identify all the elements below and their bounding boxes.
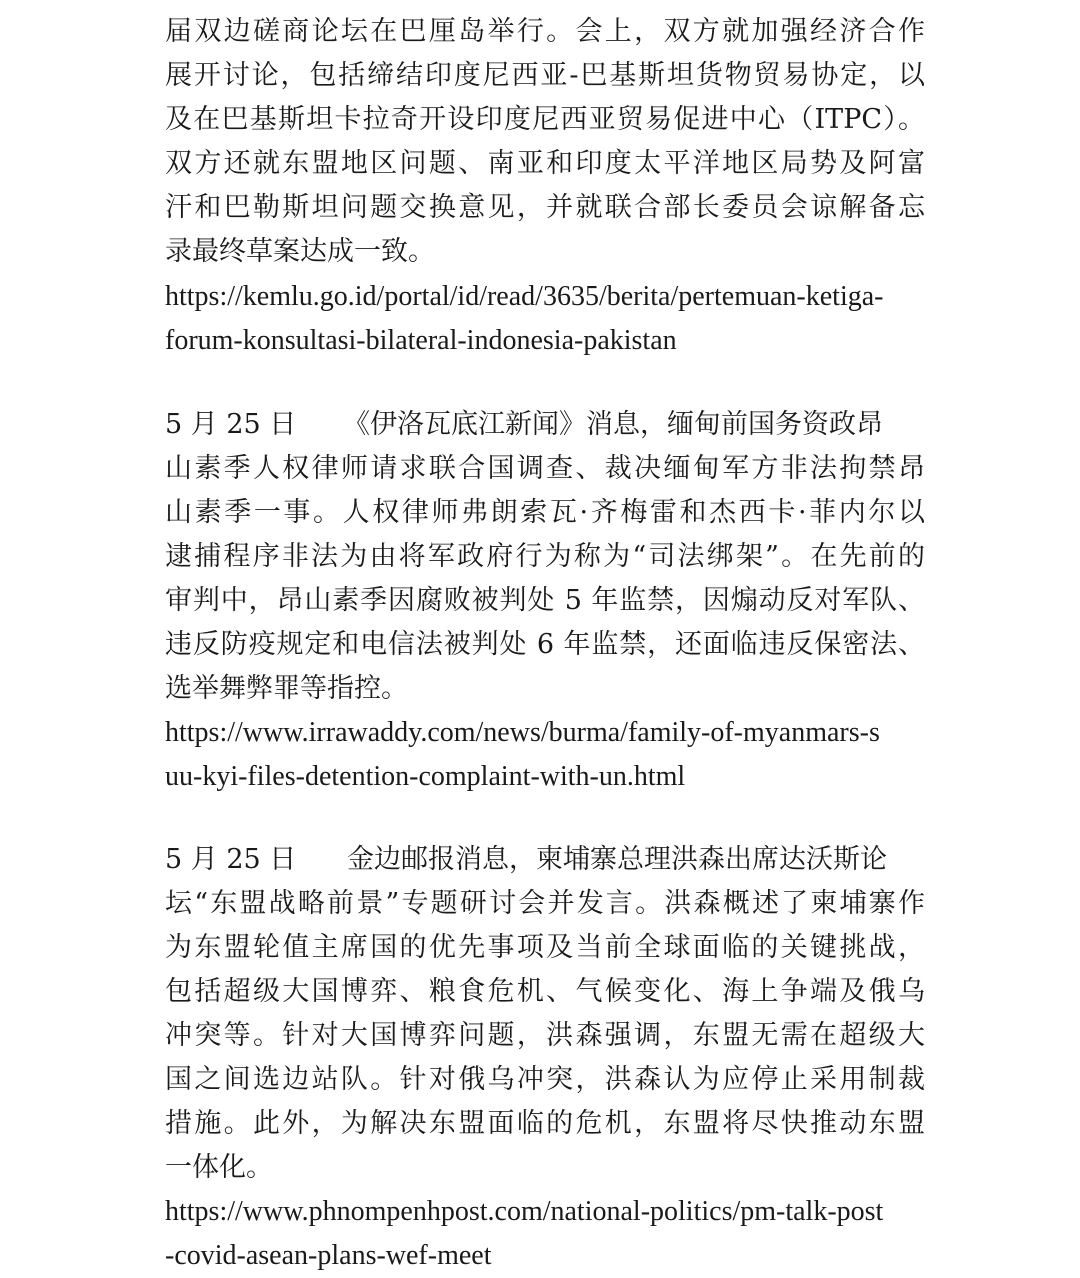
entry-1-text-line: 及在巴基斯坦卡拉奇开设印度尼西亚贸易促进中心（ITPC）。: [165, 104, 925, 135]
entry-3-text-line: 包括超级大国博弈、粮食危机、气候变化、海上争端及俄乌: [165, 976, 925, 1007]
entry-1-source-link[interactable]: https://kemlu.go.id/portal/id/read/3635/berita/pertemuan-ketiga-: [165, 281, 884, 312]
entry-2-text-line: 山素季人权律师请求联合国调查、裁决缅甸军方非法拘禁昂: [165, 453, 925, 484]
entry-3-text-line: 坛“东盟战略前景”专题研讨会并发言。洪森概述了柬埔寨作: [165, 888, 925, 919]
entry-3-text-line: 冲突等。针对大国博弈问题，洪森强调，东盟无需在超级大: [165, 1020, 925, 1051]
entry-2-text-line: 违反防疫规定和电信法被判处 6 年监禁，还面临违反保密法、: [165, 629, 925, 660]
entry-2-text-line: 逮捕程序非法为由将军政府行为称为“司法绑架”。在先前的: [165, 541, 925, 572]
entry-1-text-line: 展开讨论，包括缔结印度尼西亚-巴基斯坦货物贸易协定，以: [165, 60, 925, 91]
entry-2-first-line: [165, 403, 925, 447]
entry-1-text-line: 汗和巴勒斯坦问题交换意见，并就联合部长委员会谅解备忘: [165, 192, 925, 223]
entry-2-date: 5 月 25 日: [165, 409, 297, 440]
entry-3-text-line: 金边邮报消息，柬埔寨总理洪森出席达沃斯论: [347, 844, 887, 875]
entry-1-text-line: 双方还就东盟地区问题、南亚和印度太平洋地区局势及阿富: [165, 148, 925, 179]
entry-3-date: 5 月 25 日: [165, 844, 297, 875]
entry-2-source-link[interactable]: https://www.irrawaddy.com/news/burma/family-of-myanmars-s: [165, 717, 880, 748]
entry-3-first-line: [165, 838, 925, 882]
entry-2-text-line: 《伊洛瓦底江新闻》消息，缅甸前国务资政昂: [343, 409, 883, 440]
entry-1-text-line: 届双边磋商论坛在巴厘岛举行。会上，双方就加强经济合作: [165, 16, 925, 47]
entry-3-text-line: 国之间选边站队。针对俄乌冲突，洪森认为应停止采用制裁: [165, 1064, 925, 1095]
entry-3-source-link[interactable]: https://www.phnompenhpost.com/national-politics/pm-talk-post: [165, 1196, 884, 1227]
entry-1-source-link[interactable]: forum-konsultasi-bilateral-indonesia-pakistan: [165, 325, 677, 356]
entry-3-source-link[interactable]: -covid-asean-plans-wef-meet: [165, 1240, 492, 1271]
entry-3-text-line: 一体化。: [165, 1152, 273, 1183]
entry-3-text-line: 为东盟轮值主席国的优先事项及当前全球面临的关键挑战，: [165, 932, 925, 963]
entry-2-text-line: 山素季一事。人权律师弗朗索瓦·齐梅雷和杰西卡·菲内尔以: [165, 497, 925, 528]
entry-2-text-line: 选举舞弊罪等指控。: [165, 673, 408, 704]
entry-2-text-line: 审判中，昂山素季因腐败被判处 5 年监禁，因煽动反对军队、: [165, 585, 925, 616]
entry-3-text-line: 措施。此外，为解决东盟面临的危机，东盟将尽快推动东盟: [165, 1108, 925, 1139]
entry-2-source-link[interactable]: uu-kyi-files-detention-complaint-with-un.html: [165, 761, 686, 792]
entry-1-text-line: 录最终草案达成一致。: [165, 236, 435, 267]
